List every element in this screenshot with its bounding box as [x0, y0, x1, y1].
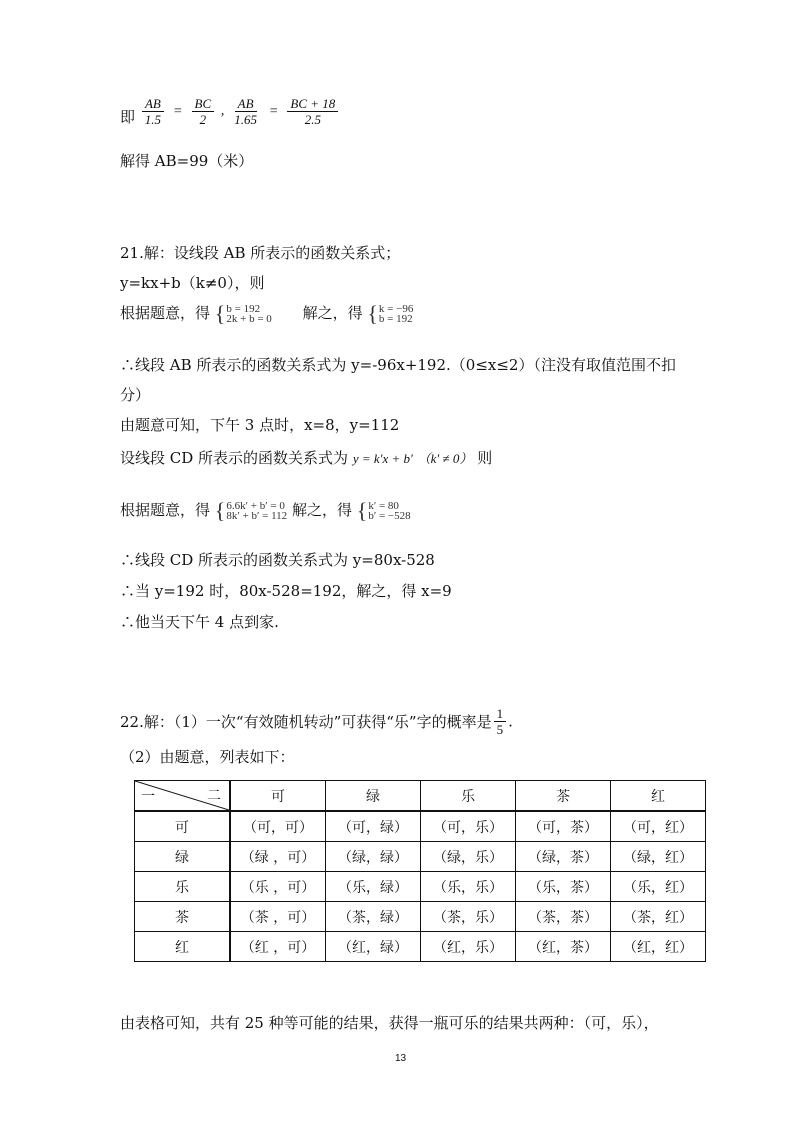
table-cell: （可，可） — [230, 811, 326, 842]
table-row — [135, 842, 706, 872]
row-header: 红 — [135, 932, 231, 962]
q21-line7: 设线段 CD 所表示的函数关系式为 y = k′x + b′ （k′ ≠ 0） 则 — [120, 449, 493, 467]
q22-line2: （2）由题意，列表如下： — [120, 748, 295, 766]
q21-line2: y=kx+b（k≠0），则 — [120, 274, 265, 292]
table-row — [135, 902, 706, 932]
table-cell: （茶，茶） — [516, 902, 611, 932]
table-cell: （茶 ，可） — [230, 902, 326, 932]
table-cell: （可，乐） — [421, 811, 516, 842]
table-cell: （茶，红） — [611, 902, 706, 932]
row-header: 绿 — [135, 842, 231, 872]
prefix-ji: 即 — [120, 108, 136, 126]
row-header: 茶 — [135, 902, 231, 932]
q21-line10: ∴当 y=192 时，80x-528=192，解之，得 x=9 — [120, 582, 452, 600]
q21-line4: ∴线段 AB 所表示的函数关系式为 y=-96x+192.（0≤x≤2）（注没有取值范围不扣 — [120, 356, 676, 374]
q22-line1: 22.解：（1）一次“有效随机转动”可获得“乐”字的概率是 $\frac{1}{5}$ . — [120, 706, 513, 737]
table-cell: （红 ，可） — [230, 932, 326, 962]
table-cell: （乐，红） — [611, 872, 706, 902]
column-header: 可 — [230, 781, 326, 812]
equation-system-2: {k = −96 b = 192 — [367, 301, 414, 326]
fraction-ab-1.65: $\frac{AB}{1.65}$ — [234, 96, 257, 127]
fraction-bc-2: $\frac{BC}{2}$ — [192, 96, 215, 127]
table-cell: （可，绿） — [326, 811, 421, 842]
equation-system-4: {k′ = 80 b′ = −528 — [356, 498, 411, 523]
table-cell: （可，茶） — [516, 811, 611, 842]
table-cell: （红，乐） — [421, 932, 516, 962]
q21-line9: ∴线段 CD 所表示的函数关系式为 y=80x-528 — [120, 551, 435, 569]
fraction-bc18-2.5: $\frac{BC + 18}{2.5}$ — [287, 96, 338, 127]
table-row — [135, 932, 706, 962]
table-cell: （乐，绿） — [326, 872, 421, 902]
row-header: 可 — [135, 811, 231, 842]
q21-line11: ∴他当天下午 4 点到家. — [120, 613, 279, 631]
table-cell: （茶，绿） — [326, 902, 421, 932]
probability-fraction: $\frac{1}{5}$ — [494, 706, 507, 737]
equation-system-3: {6.6k′ + b′ = 0 8k′ + b′ = 112 — [214, 498, 288, 523]
column-header: 乐 — [421, 781, 516, 812]
row-header: 乐 — [135, 872, 231, 902]
table-cell: （红，红） — [611, 932, 706, 962]
table-cell: （茶，乐） — [421, 902, 516, 932]
table-row — [135, 811, 706, 842]
outcomes-table — [134, 780, 706, 962]
table-cell: （绿，绿） — [326, 842, 421, 872]
column-header: 绿 — [326, 781, 421, 812]
corner-label-first: 一 — [141, 789, 155, 805]
table-cell: （乐 ，可） — [230, 872, 326, 902]
corner-cell — [135, 781, 231, 812]
column-header: 红 — [611, 781, 706, 812]
table-cell: （红，绿） — [326, 932, 421, 962]
cd-function-formula: y = k′x + b′ — [352, 451, 413, 466]
q22-conclusion: 由表格可知，共有 25 种等可能的结果，获得一瓶可乐的结果共两种：（可，乐）， — [120, 1014, 659, 1032]
q21-line5: 分） — [120, 386, 151, 404]
table-row — [135, 872, 706, 902]
table-cell: （绿，茶） — [516, 842, 611, 872]
q21-line6: 由题意可知，下午 3 点时，x=8，y=112 — [120, 416, 400, 434]
fraction-ab-1.5: $\frac{AB}{1.5}$ — [142, 96, 164, 127]
q21-line8: 根据题意，得 {6.6k′ + b′ = 0 8k′ + b′ = 112 解之，得 {k′ = 80 b′ = −528 — [120, 498, 411, 523]
table-cell: （绿，红） — [611, 842, 706, 872]
table-header-row — [135, 781, 706, 812]
table-cell: （绿，乐） — [421, 842, 516, 872]
table-cell: （绿 ，可） — [230, 842, 326, 872]
table-cell: （乐，茶） — [516, 872, 611, 902]
column-header: 茶 — [516, 781, 611, 812]
ratio-equation: 即 $\frac{AB}{1.5}$ = $\frac{BC}{2}$ , $\frac{AB}{1.65}$ = $\frac{BC + 18}{2.5}$ — [120, 96, 340, 127]
q21-line3: 根据题意，得 {b = 192 2k + b = 0 解之，得 {k = −96 b = 192 — [120, 301, 414, 326]
result-ab: 解得 AB=99（米） — [120, 152, 254, 170]
corner-label-second: 二 — [207, 788, 221, 804]
table-cell: （红，茶） — [516, 932, 611, 962]
page-number: 13 — [395, 1053, 407, 1064]
table-cell: （可，红） — [611, 811, 706, 842]
q21-line1: 21.解：设线段 AB 所表示的函数关系式； — [120, 244, 401, 262]
equation-system-1: {b = 192 2k + b = 0 — [214, 301, 272, 326]
table-cell: （乐，乐） — [421, 872, 516, 902]
